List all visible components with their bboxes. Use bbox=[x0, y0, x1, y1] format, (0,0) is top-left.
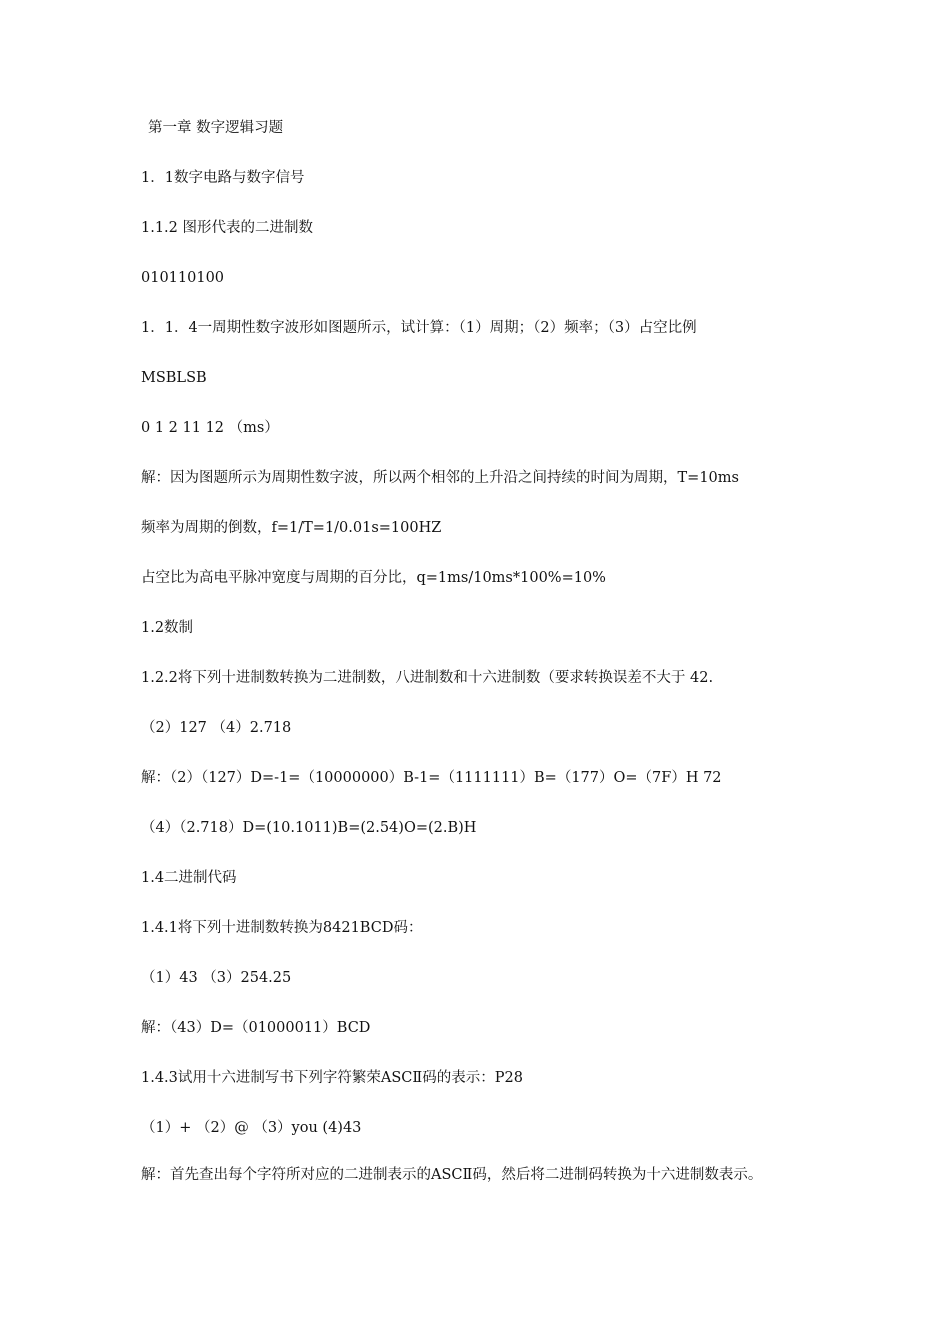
section-heading: 1.2数制 bbox=[141, 620, 194, 636]
text-line: （1）+ （2）@ （3）you (4)43 bbox=[141, 1120, 362, 1136]
text-line: MSBLSB bbox=[141, 370, 207, 386]
text-line: 解：（43）D=（01000011）BCD bbox=[141, 1020, 371, 1036]
text-line: （1）43 （3）254.25 bbox=[141, 970, 292, 986]
text-line: 1.2.2将下列十进制数转换为二进制数，八进制数和十六进制数（要求转换误差不大于 42. bbox=[141, 670, 714, 686]
chapter-title: 第一章 数字逻辑习题 bbox=[148, 120, 284, 136]
text-line: 频率为周期的倒数，f=1/T=1/0.01s=100HZ bbox=[141, 520, 442, 536]
text-line: 1.4.3试用十六进制写书下列字符繁荣ASCⅡ码的表示：P28 bbox=[141, 1070, 523, 1086]
text-line: 0 1 2 11 12 （ms） bbox=[141, 420, 279, 436]
text-line: 解：（2）（127）D=-1=（10000000）B-1=（1111111）B=（177）O=（7F）H 72 bbox=[141, 770, 722, 786]
section-heading: 1．1数字电路与数字信号 bbox=[141, 170, 305, 186]
text-line: 解：因为图题所示为周期性数字波，所以两个相邻的上升沿之间持续的时间为周期，T=10ms bbox=[141, 470, 739, 486]
text-line: 占空比为高电平脉冲宽度与周期的百分比，q=1ms/10ms*100%=10% bbox=[141, 570, 606, 586]
text-line: （4）（2.718）D=(10.1011)B=(2.54)O=(2.B)H bbox=[141, 820, 477, 836]
text-line: 010110100 bbox=[141, 270, 225, 286]
text-line: 1．1．4一周期性数字波形如图题所示，试计算：（1）周期；（2）频率；（3）占空比例 bbox=[141, 320, 697, 336]
text-line: 1.1.2 图形代表的二进制数 bbox=[141, 220, 314, 236]
text-line: （2）127 （4）2.718 bbox=[141, 720, 292, 736]
answer-paragraph: 解：首先查出每个字符所对应的二进制表示的ASCⅡ码，然后将二进制码转换为十六进制数表示。 bbox=[141, 1167, 763, 1183]
text-line: 1.4.1将下列十进制数转换为8421BCD码： bbox=[141, 920, 423, 936]
section-heading: 1.4二进制代码 bbox=[141, 870, 237, 886]
